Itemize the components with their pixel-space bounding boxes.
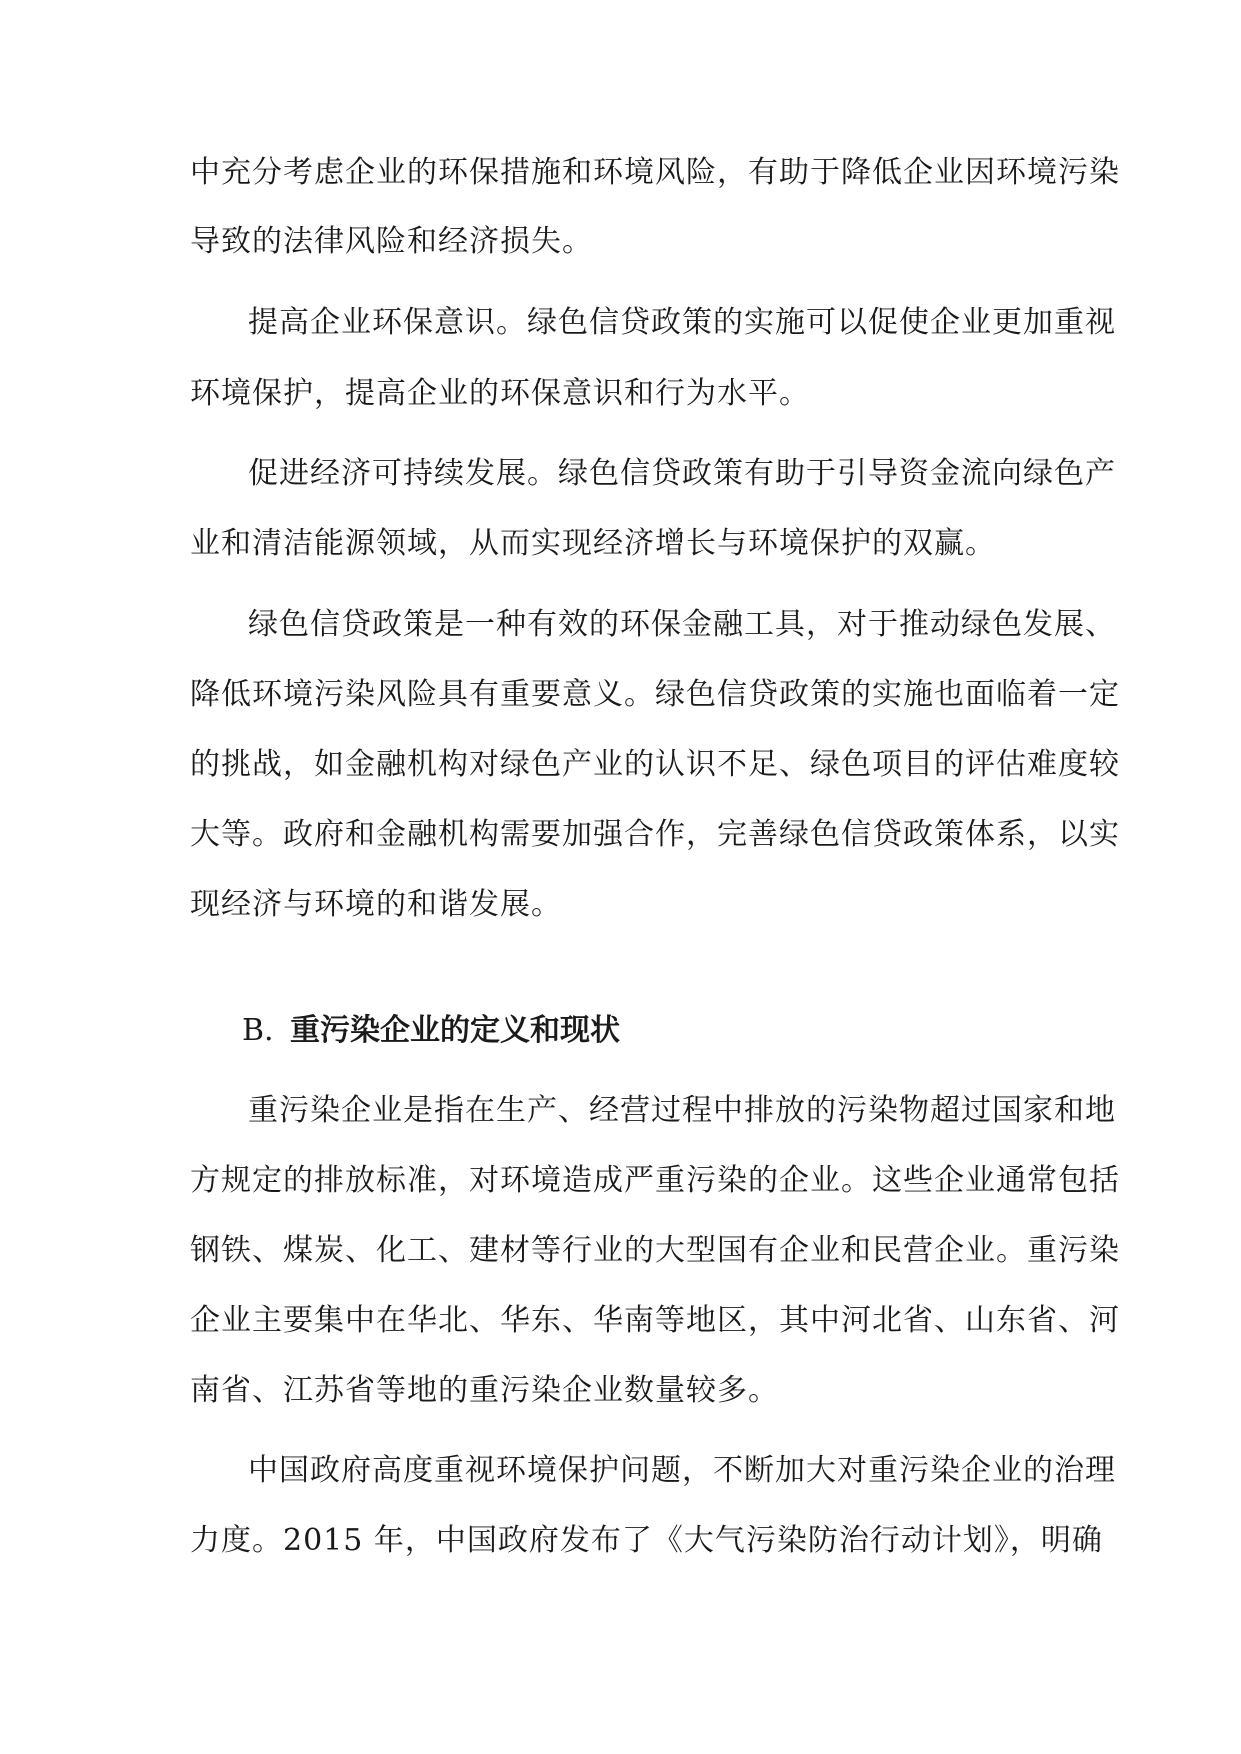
paragraph-line: 降低环境污染风险具有重要意义。绿色信贷政策的实施也面临着一定 bbox=[190, 677, 1120, 712]
paragraph-line: 中充分考虑企业的环保措施和环境风险，有助于降低企业因环境污染 bbox=[190, 155, 1120, 190]
paragraph-line: 中国政府高度重视环境保护问题，不断加大对重污染企业的治理 bbox=[248, 1453, 1116, 1488]
paragraph-line: 绿色信贷政策是一种有效的环保金融工具，对于推动绿色发展、 bbox=[248, 607, 1116, 642]
paragraph-line: 力度。2015 年，中国政府发布了《大气污染防治行动计划》，明确 bbox=[190, 1523, 1103, 1558]
paragraph-line: 促进经济可持续发展。绿色信贷政策有助于引导资金流向绿色产 bbox=[248, 456, 1116, 491]
section-heading bbox=[242, 1011, 620, 1051]
paragraph-line: 的挑战，如金融机构对绿色产业的认识不足、绿色项目的评估难度较 bbox=[190, 747, 1120, 782]
paragraph-line: 提高企业环保意识。绿色信贷政策的实施可以促使企业更加重视 bbox=[248, 305, 1116, 340]
paragraph-line: 企业主要集中在华北、华东、华南等地区，其中河北省、山东省、河 bbox=[190, 1303, 1120, 1338]
paragraph-line: 环境保护，提高企业的环保意识和行为水平。 bbox=[190, 376, 810, 411]
paragraph-line: 钢铁、煤炭、化工、建材等行业的大型国有企业和民营企业。重污染 bbox=[190, 1233, 1120, 1268]
paragraph-line: 导致的法律风险和经济损失。 bbox=[190, 224, 593, 259]
paragraph-line: 现经济与环境的和谐发展。 bbox=[190, 887, 562, 922]
paragraph-line: 重污染企业是指在生产、经营过程中排放的污染物超过国家和地 bbox=[248, 1093, 1116, 1128]
section-heading-title: 重污染企业的定义和现状 bbox=[290, 1013, 620, 1048]
paragraph-line: 方规定的排放标准，对环境造成严重污染的企业。这些企业通常包括 bbox=[190, 1163, 1120, 1198]
paragraph-line: 大等。政府和金融机构需要加强合作，完善绿色信贷政策体系，以实 bbox=[190, 817, 1120, 852]
section-heading-label: B. bbox=[242, 1013, 274, 1048]
paragraph-line: 业和清洁能源领域，从而实现经济增长与环境保护的双赢。 bbox=[190, 526, 996, 561]
paragraph-line: 南省、江苏省等地的重污染企业数量较多。 bbox=[190, 1373, 779, 1408]
